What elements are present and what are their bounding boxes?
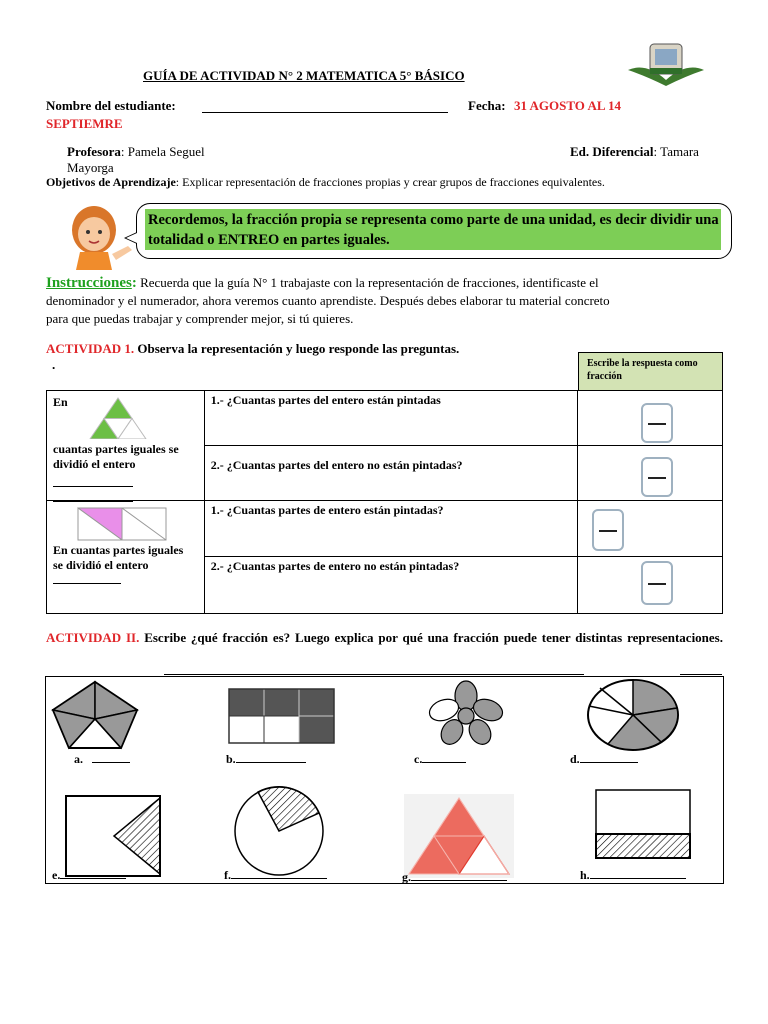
label-f: f. — [224, 868, 327, 883]
activity1-dot: . — [52, 357, 56, 372]
activity1-text: Observa la representación y luego responde las preguntas. — [137, 341, 460, 356]
salmon-triangle-figure — [404, 794, 514, 878]
triangle-figure — [89, 397, 147, 439]
row2-left-text: En cuantas partes iguales se dividió el entero — [53, 543, 184, 572]
row1-left-text: cuantas partes iguales se dividió el entero — [53, 442, 179, 471]
instructions-text-1: Recuerda que la guía N° 1 trabajaste con la representación de fracciones, identificaste el — [140, 275, 599, 290]
instructions-label: Instrucciones — [46, 275, 132, 291]
answer-2-cell[interactable] — [578, 446, 723, 501]
reminder-text: Recordemos, la fracción propia se representa como parte de una unidad, es decir dividir una totalidad o ENTREO en partes iguales. — [148, 212, 719, 248]
objectives-text: : Explicar representación de fracciones propias y crear grupos de fracciones equivalentes. — [175, 175, 605, 189]
answer-3-cell[interactable] — [578, 501, 723, 557]
circle-sector-figure — [232, 784, 326, 878]
flower-figure — [424, 680, 508, 746]
objectives-label: Objetivos de Aprendizaje — [46, 175, 176, 189]
date-value: 31 AGOSTO AL 14 — [514, 98, 622, 113]
diff-label: Ed. Diferencial — [570, 144, 654, 159]
question-4-cell — [204, 557, 577, 614]
activity2-line-right — [680, 674, 722, 675]
bubble-tail-inner — [126, 233, 137, 243]
answer-1-cell[interactable] — [578, 391, 723, 446]
row1-answer-line-1 — [53, 486, 133, 487]
label-h: h. — [580, 868, 686, 883]
label-c: c. — [414, 752, 466, 767]
row2-left-cell — [47, 501, 205, 614]
fraction-answer-box-2[interactable] — [641, 457, 673, 497]
objectives-line — [46, 175, 605, 190]
label-d: d. — [570, 752, 638, 767]
diff-name: : Tamara — [653, 144, 699, 159]
question-2-cell — [204, 446, 577, 501]
grid-figure — [228, 688, 336, 744]
activity1-heading — [46, 341, 459, 357]
fraction-answer-box-1[interactable] — [641, 403, 673, 443]
fraction-answer-box-4[interactable] — [641, 561, 673, 605]
teacher-label: Profesora — [67, 144, 121, 159]
student-name-label: Nombre del estudiante: — [46, 98, 176, 113]
question-1: 1.- ¿Cuantas partes del entero están pintadas — [210, 393, 441, 407]
activity2-line-left — [164, 674, 584, 675]
activity2-text: Escribe ¿qué fracción es? Luego explica por qué una fracción puede tener distintas representaciones. — [144, 630, 723, 645]
page-title: GUÍA DE ACTIVIDAD N° 2 MATEMATICA 5° BÁSICO — [143, 68, 465, 83]
label-b: b. — [226, 752, 306, 767]
square-triangle-figure — [64, 794, 164, 878]
question-3: 1.- ¿Cuantas partes de entero están pintadas? — [210, 503, 444, 517]
activity2-label: ACTIVIDAD II. — [46, 630, 140, 645]
label-a: a. — [74, 752, 130, 767]
diff-teacher-line — [570, 144, 699, 160]
label-g: g. — [402, 870, 507, 885]
teacher-line — [67, 144, 205, 160]
row1-left-cell: En cuantas partes iguales se dividió el entero — [47, 391, 205, 501]
question-1-cell — [204, 391, 577, 446]
answer-4-cell[interactable] — [578, 557, 723, 614]
rectangle-figure — [77, 507, 167, 541]
date-label: Fecha: — [468, 98, 506, 113]
activity2-heading — [46, 630, 723, 645]
teacher-name-continued: Mayorga — [67, 160, 114, 175]
pentagon-figure — [50, 680, 140, 750]
instructions-text-3: para que puedas trabajar y comprender mejor, si tú quieres. — [46, 311, 354, 326]
rectangle-strip-figure — [594, 788, 692, 860]
label-e: e. — [52, 868, 126, 883]
instructions-line-1: Instrucciones: Recuerda que la guía N° 1 trabajaste con la representación de fracciones, identificaste el — [46, 275, 599, 291]
answer-header-cell: Escribe la respuesta como fracción — [578, 352, 723, 391]
row2-answer-line — [53, 583, 121, 584]
teacher-name: : Pamela Seguel — [120, 144, 205, 159]
question-2: 2.- ¿Cuantas partes del entero no están pintadas? — [210, 458, 463, 472]
date-value-continued: SEPTIEMRE — [46, 116, 123, 131]
activity1-label: ACTIVIDAD 1. — [46, 341, 135, 356]
activity1-table — [46, 390, 723, 614]
fraction-answer-box-3[interactable] — [592, 509, 624, 551]
question-3-cell — [204, 501, 577, 557]
instructions-text-2: denominador y el numerador, ahora veremos cuanto aprendiste. Después debes elaborar tu material concreto — [46, 293, 610, 308]
school-logo — [626, 40, 706, 88]
student-name-line — [202, 112, 448, 113]
question-4: 2.- ¿Cuantas partes de entero no están pintadas? — [210, 559, 460, 573]
pie-figure — [586, 678, 680, 752]
